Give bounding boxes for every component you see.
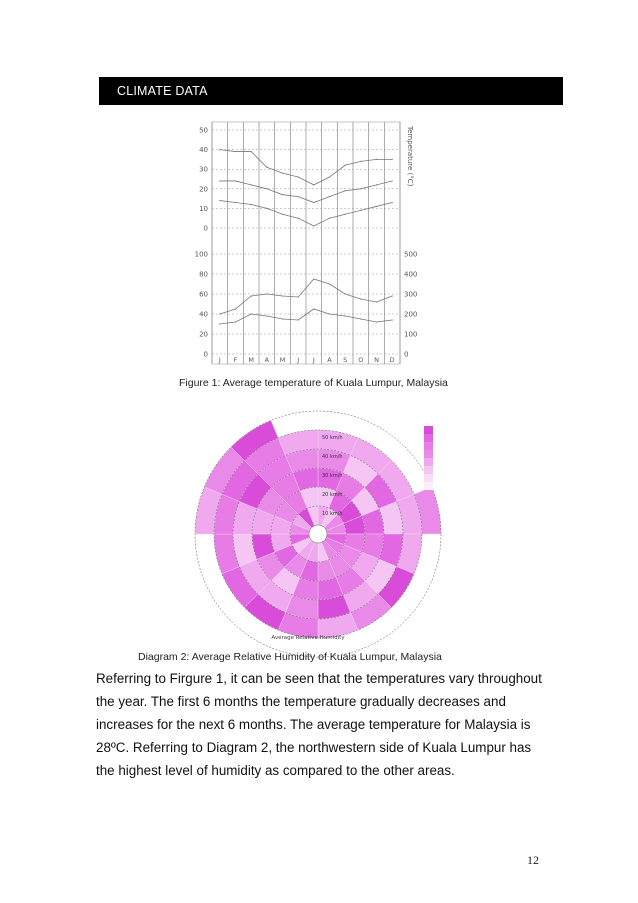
data-point — [360, 210, 361, 211]
data-point — [235, 308, 236, 309]
data-point — [345, 165, 346, 166]
body-paragraph: Referring to Firgure 1, it can be seen that the temperatures vary throughout the year. The first 6 months the temperature gradually decreases and increases for the next 6 months. The average temperature for Malaysia is 28ºC. Referring to Diagram 2, the northwestern side of Kuala Lumpur has the highest level of humidity as compared to the other areas. — [96, 671, 542, 778]
data-point — [282, 295, 283, 296]
data-point — [266, 188, 267, 189]
data-point — [266, 208, 267, 209]
humidity-wind-rose — [200, 410, 450, 648]
data-point — [360, 298, 361, 299]
rose-ring-label: 50 km/h — [322, 435, 343, 441]
data-point — [313, 278, 314, 279]
data-point — [251, 204, 252, 205]
figure1-caption: Figure 1: Average temperature of Kuala Lumpur, Malaysia — [179, 377, 448, 389]
section-header-bar — [99, 77, 563, 105]
data-point — [392, 202, 393, 203]
rose-ring-label: 20 km/h — [322, 492, 343, 498]
temp-tick-label: 30 — [199, 165, 208, 174]
temp-tick-label: 0 — [203, 224, 208, 233]
data-point — [282, 194, 283, 195]
humidity-tick-label: 60 — [199, 290, 208, 299]
data-point — [360, 318, 361, 319]
data-point — [329, 218, 330, 219]
data-point — [251, 295, 252, 296]
month-label: M — [248, 356, 254, 364]
data-point — [298, 296, 299, 297]
right-tick-label: 400 — [404, 270, 418, 279]
page-number: 12 — [527, 853, 539, 867]
chart-grid — [212, 122, 400, 364]
data-point — [329, 176, 330, 177]
data-point — [235, 202, 236, 203]
data-point — [329, 313, 330, 314]
data-point — [360, 188, 361, 189]
temp-tick-label: 50 — [199, 126, 208, 135]
data-point — [219, 323, 220, 324]
data-point — [313, 308, 314, 309]
humidity-tick-label: 20 — [199, 330, 208, 339]
data-point — [251, 313, 252, 314]
data-point — [313, 184, 314, 185]
right-tick-label: 0 — [404, 350, 409, 359]
data-point — [298, 319, 299, 320]
data-point — [376, 301, 377, 302]
data-point — [298, 196, 299, 197]
data-point — [266, 167, 267, 168]
data-point — [329, 283, 330, 284]
month-label: O — [358, 356, 364, 364]
data-point — [298, 218, 299, 219]
data-point — [266, 293, 267, 294]
data-point — [376, 206, 377, 207]
month-label: F — [233, 356, 238, 364]
data-point — [345, 315, 346, 316]
data-point — [345, 190, 346, 191]
data-point — [392, 159, 393, 160]
right-tick-label: 300 — [404, 290, 418, 299]
month-label: N — [374, 356, 379, 364]
month-label: A — [264, 356, 270, 364]
data-point — [376, 321, 377, 322]
humidity-tick-label: 100 — [194, 250, 208, 259]
month-label: S — [343, 356, 348, 364]
rose-bottom-label: Average Relative Humidity — [271, 635, 345, 641]
diagram2-caption: Diagram 2: Average Relative Humidity of Kuala Lumpur, Malaysia — [138, 651, 442, 663]
data-point — [345, 214, 346, 215]
legend-swatch — [424, 434, 433, 442]
temp-tick-label: 10 — [199, 204, 208, 213]
data-point — [219, 149, 220, 150]
right-tick-label: 100 — [404, 330, 418, 339]
temperature-axis-label: Temperature (°C) — [406, 126, 414, 187]
data-point — [235, 151, 236, 152]
month-label: J — [312, 356, 315, 364]
legend-swatch — [424, 482, 433, 490]
legend-swatch — [424, 474, 433, 482]
rose-ring-label: 30 km/h — [322, 473, 343, 479]
data-point — [392, 319, 393, 320]
legend-swatch — [424, 426, 433, 434]
data-point — [298, 176, 299, 177]
month-label: A — [327, 356, 332, 364]
rose-ring-label: 40 km/h — [322, 454, 343, 460]
month-label: M — [279, 356, 286, 364]
data-point — [313, 225, 314, 226]
data-point — [329, 196, 330, 197]
data-point — [313, 202, 314, 203]
humidity-tick-label: 40 — [199, 310, 208, 319]
temp-tick-label: 40 — [199, 146, 208, 155]
data-point — [251, 184, 252, 185]
data-point — [392, 295, 393, 296]
data-point — [360, 161, 361, 162]
rose-ring-label: 10 km/h — [322, 511, 343, 517]
right-tick-label: 500 — [404, 250, 418, 259]
temperature-chart — [196, 118, 422, 370]
legend-swatch — [424, 466, 433, 474]
right-tick-label: 200 — [404, 310, 418, 319]
data-point — [282, 214, 283, 215]
data-point — [219, 180, 220, 181]
humidity-tick-label: 80 — [199, 270, 208, 279]
data-point — [235, 180, 236, 181]
humidity-tick-label: 0 — [203, 350, 208, 359]
month-label: J — [218, 356, 221, 364]
data-point — [219, 200, 220, 201]
data-point — [219, 313, 220, 314]
legend-swatch — [424, 458, 433, 466]
data-point — [266, 315, 267, 316]
data-point — [282, 173, 283, 174]
data-point — [282, 318, 283, 319]
data-point — [251, 151, 252, 152]
legend-swatch — [424, 442, 433, 450]
humidity-legend — [424, 426, 433, 490]
month-label: D — [389, 356, 395, 364]
data-point — [235, 321, 236, 322]
section-title: CLIMATE DATA — [117, 84, 208, 98]
rose-center — [309, 525, 327, 543]
month-label: J — [297, 356, 300, 364]
legend-swatch — [424, 450, 433, 458]
data-point — [345, 293, 346, 294]
data-point — [392, 180, 393, 181]
data-point — [376, 159, 377, 160]
temp-tick-label: 20 — [199, 185, 208, 194]
data-point — [376, 184, 377, 185]
